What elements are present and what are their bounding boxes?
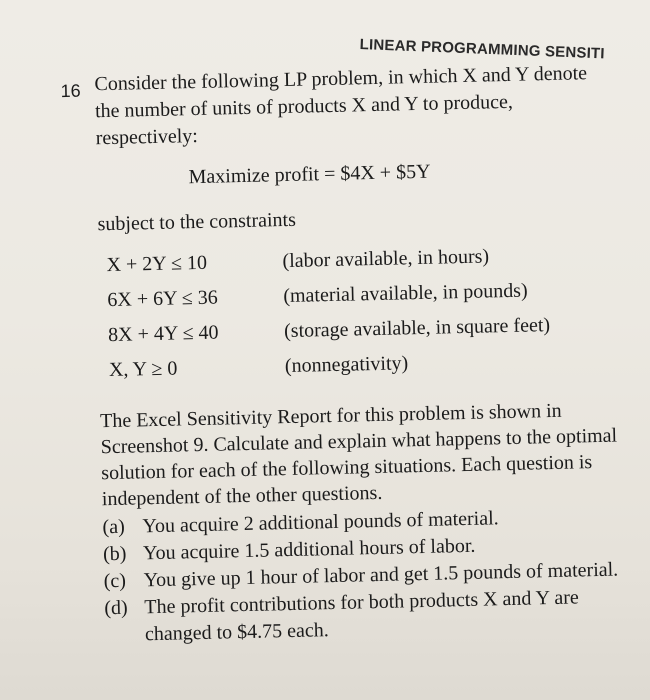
problem-intro: Consider the following LP problem, in which X and Y denote the number of units of products X and Y to produce, respectively:: [94, 62, 588, 150]
constraint-description: (storage available, in square feet): [283, 314, 551, 343]
question-text: The profit contributions for both products X and Y are changed to $4.75 each.: [144, 586, 580, 646]
instructions-paragraph: The Excel Sensitivity Report for this problem is shown in Screenshot 9. Calculate and explain what happens to the optimal solution for each of the following situations. Each question is independent of the other questions.: [99, 399, 618, 511]
constraint-expression: X, Y ≥ 0: [108, 357, 178, 382]
question-label: (c): [103, 569, 127, 593]
constraint-description: (material available, in pounds): [283, 279, 528, 308]
constraint-description: (labor available, in hours): [282, 245, 490, 273]
question-text: You acquire 1.5 additional hours of labor.: [142, 534, 476, 565]
problem-block: [60, 51, 637, 650]
objective-function: Maximize profit = $4X + $5Y: [188, 160, 431, 189]
constraint-expression: 6X + 6Y ≤ 36: [107, 286, 218, 312]
question-label: (a): [102, 515, 125, 539]
constraint-description: (nonnegativity): [284, 352, 409, 378]
question-text: You acquire 2 additional pounds of material.: [142, 507, 499, 538]
question-item: [104, 583, 645, 649]
question-label: (d): [104, 596, 128, 620]
constraint-list: [106, 240, 631, 392]
subject-to-label: subject to the constraints: [97, 208, 297, 236]
constraint-expression: X + 2Y ≤ 10: [106, 251, 208, 277]
constraint-expression: 8X + 4Y ≤ 40: [107, 321, 219, 347]
running-header: LINEAR PROGRAMMING SENSITI: [359, 36, 606, 63]
problem-number: 16: [60, 80, 81, 102]
question-text: You give up 1 hour of labor and get 1.5 pounds of material.: [143, 558, 619, 592]
question-label: (b): [102, 542, 127, 566]
question-list: [102, 502, 645, 649]
